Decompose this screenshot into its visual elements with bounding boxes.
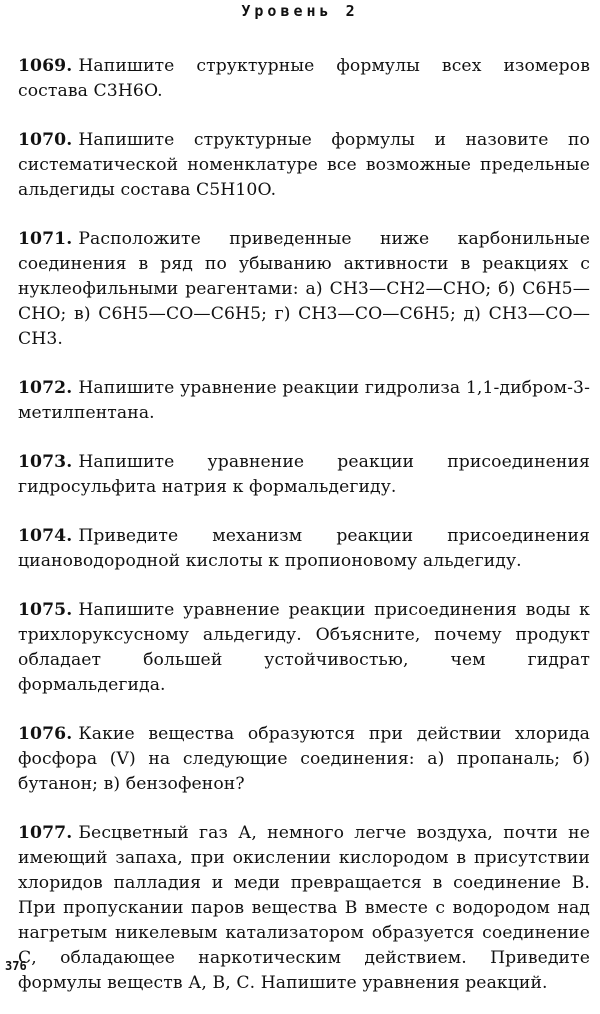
problem-1069 bbox=[18, 54, 590, 104]
problem-1072 bbox=[18, 376, 590, 426]
problem-1071 bbox=[18, 227, 590, 352]
problem-number: 1071. bbox=[18, 229, 73, 249]
problem-text: Напишите структурные формулы и назовите по систематической номенклатуре все возможные предельные альдегиды состава C5H10O. bbox=[18, 130, 590, 200]
problem-number: 1076. bbox=[18, 724, 73, 744]
problem-1073 bbox=[18, 450, 590, 500]
problem-text: Напишите уравнение реакции присоединения гидросульфита натрия к формальдегиду. bbox=[18, 452, 590, 497]
problem-number: 1077. bbox=[18, 823, 73, 843]
problem-1076 bbox=[18, 722, 590, 797]
problem-number: 1072. bbox=[18, 378, 73, 398]
problem-number: 1073. bbox=[18, 452, 73, 472]
problem-number: 1075. bbox=[18, 600, 73, 620]
problem-1075 bbox=[18, 598, 590, 698]
problem-text: Напишите уравнение реакции присоединения воды к трихлоруксусному альдегиду. Объясните, почему продукт обладает большей устойчивостью, чем гидрат формальдегида. bbox=[18, 600, 590, 695]
problem-1077 bbox=[18, 821, 590, 996]
problem-text: Расположите приведенные ниже карбонильные соединения в ряд по убыванию активности в реакциях с нуклеофильными реагентами: а) CH3—CH2—CHO; б) C6H5—CHO; в) C6H5—CO—C6H5; г) CH3—CO—C6H5; д) CH3—CO—CH3. bbox=[18, 229, 590, 349]
page-number: 376 bbox=[5, 959, 27, 973]
problem-text: Напишите структурные формулы всех изомеров состава C3H6O. bbox=[18, 56, 590, 101]
problem-list bbox=[18, 54, 590, 1014]
level-heading: Уровень 2 bbox=[241, 2, 359, 20]
problem-text: Напишите уравнение реакции гидролиза 1,1-дибром-3-метилпентана. bbox=[18, 378, 590, 423]
problem-number: 1074. bbox=[18, 526, 73, 546]
problem-text: Приведите механизм реакции присоединения циановодородной кислоты к пропионовому альдегиду. bbox=[18, 526, 590, 571]
problem-1070 bbox=[18, 128, 590, 203]
problem-number: 1069. bbox=[18, 56, 73, 76]
problem-text: Бесцветный газ А, немного легче воздуха, почти не имеющий запаха, при окислении кислородом в присутствии хлоридов палладия и меди превращается в соединение В. При пропускании паров вещества В вместе с водородом над нагретым никелевым катализатором образуется соединение С, обладающее наркотическим действием. Приведите формулы веществ А, В, С. Напишите уравнения реакций. bbox=[18, 823, 590, 993]
problem-1074 bbox=[18, 524, 590, 574]
problem-number: 1070. bbox=[18, 130, 73, 150]
problem-text: Какие вещества образуются при действии хлорида фосфора (V) на следующие соединения: а) пропаналь; б) бутанон; в) бензофенон? bbox=[18, 724, 590, 794]
